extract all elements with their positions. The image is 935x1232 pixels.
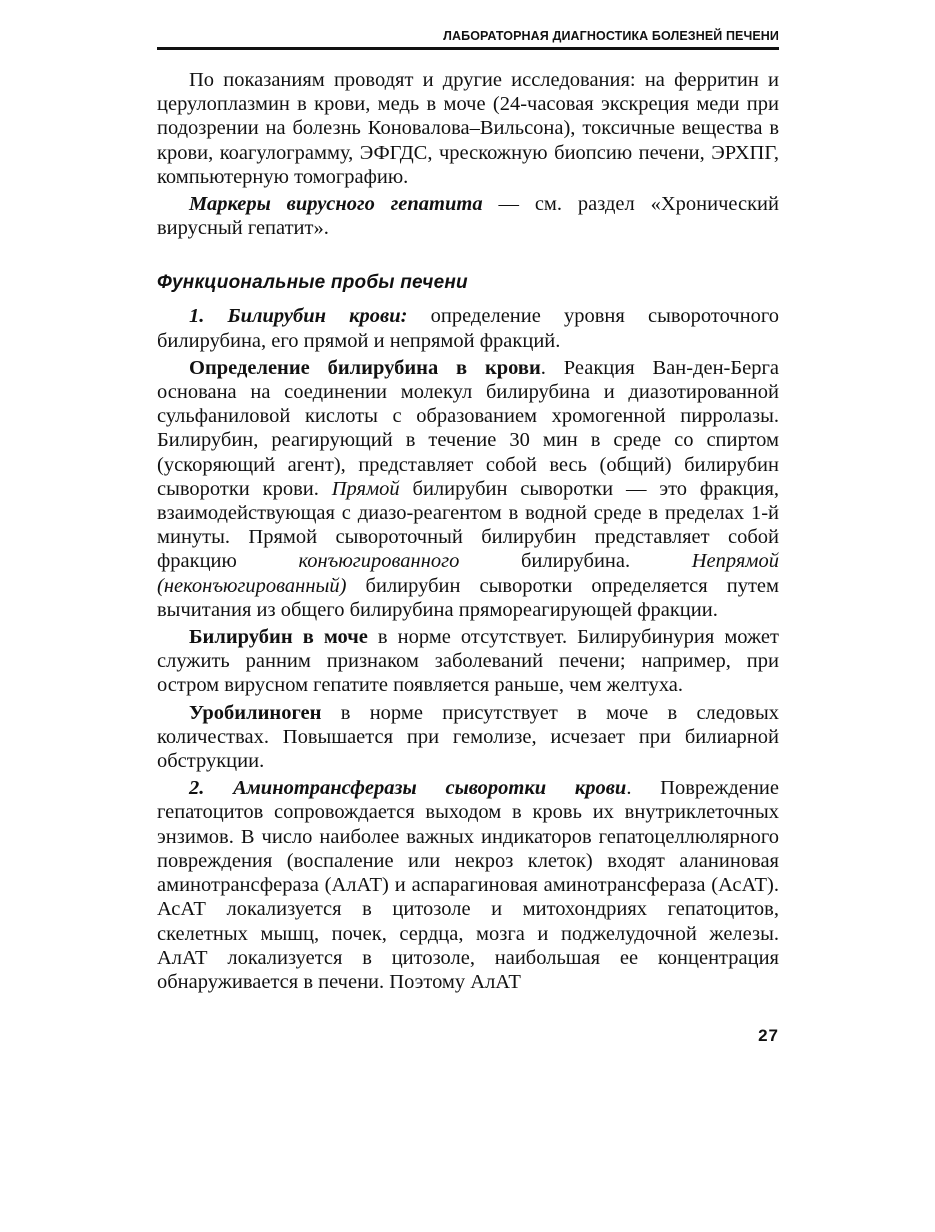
paragraph-text: . Реакция Ван-ден-Берга основана на соединении молекул билирубина и диазотированной сульфаниловой кислоты с образованием хромогенной пирролазы. Билирубин, реагирующий в течение 30 мин в среде со спиртом (ускоряющий агент), представляет собой весь (общий) билирубин сыворотки крови. [157,356,779,500]
paragraph-text: билирубин сыворотки — это фракция, взаимодействующая с диазо-реагентом в водной среде в пределах 1-й минуты. Прямой сывороточный билирубин представляет собой фракцию [157,477,780,573]
paragraph-lead: Определение билирубина в крови [189,356,541,379]
paragraph-bilirubin-determination [157,356,779,622]
paragraph-text: билирубина. [459,550,692,573]
paragraph-text: в норме присутствует в моче в следовых количествах. Повышается при гемолизе, исчезает при билиарной обструкции. [157,701,779,773]
paragraph-lead: Маркеры вирусного гепатита [189,193,483,216]
paragraph-other-tests [157,68,779,189]
paragraph-text: билирубин сыворотки определяется путем вычитания из общего билирубина прямореагирующей фракции. [157,574,779,621]
page-body [157,68,779,997]
paragraph-viral-markers [157,192,779,240]
paragraph-lead: 1. Билирубин крови: [189,305,408,328]
paragraph-lead: 2. Аминотрансферазы сыворотки крови [189,777,627,800]
italic-term: конъюгированного [298,550,460,573]
paragraph-urobilinogen [157,701,779,774]
paragraph-text: . Повреждение гепатоцитов сопровождается выходом в кровь их внутриклеточных энзимов. В число наиболее важных индикаторов гепатоцеллюлярного повреждения (воспаление или некроз клеток) входят аланиновая аминотрансфераза (АлАТ) и аспарагиновая аминотрансфераза (АсАТ). АсАТ локализуется в цитозоле и митохондриях гепатоцитов, скелетных мышц, почек, сердца, мозга и поджелудочной железы. АлАТ локализуется в цитозоле, наибольшая ее концентрация обнаруживается в печени. Поэтому АлАТ [157,777,779,993]
paragraph-text: определение уровня сывороточного билирубина, его прямой и непрямой фракций. [157,305,779,352]
paragraph-text: По показаниям проводят и другие исследования: на ферритин и церулоплазмин в крови, медь в моче (24-часовая экскреция меди при подозрении на болезнь Коновалова–Вильсона), токсичные вещества в крови, коагулограмму, ЭФГДС, чрескожную биопсию печени, ЭРХПГ, компьютерную томографию. [157,69,779,188]
paragraph-lead: Билирубин в моче [189,626,368,649]
paragraph-aminotransferases [157,776,779,994]
section-heading: Функциональные пробы печени [157,272,468,294]
running-head: ЛАБОРАТОРНАЯ ДИАГНОСТИКА БОЛЕЗНЕЙ ПЕЧЕНИ [443,29,779,43]
paragraph-bilirubin-urine [157,625,779,698]
italic-term: Непрямой (неконъюгированный) [157,550,779,597]
page-number: 27 [758,1026,779,1045]
paragraph-text: — см. раздел «Хронический вирусный гепатит». [157,193,779,240]
paragraph-bilirubin-blood [157,304,779,352]
header-rule [157,47,779,50]
italic-term: Прямой [331,477,400,500]
paragraph-text: в норме отсутствует. Билирубинурия может служить ранним признаком заболеваний печени; например, при остром вирусном гепатите появляется раньше, чем желтуха. [157,626,779,697]
paragraph-lead: Уробилиноген [189,701,322,724]
